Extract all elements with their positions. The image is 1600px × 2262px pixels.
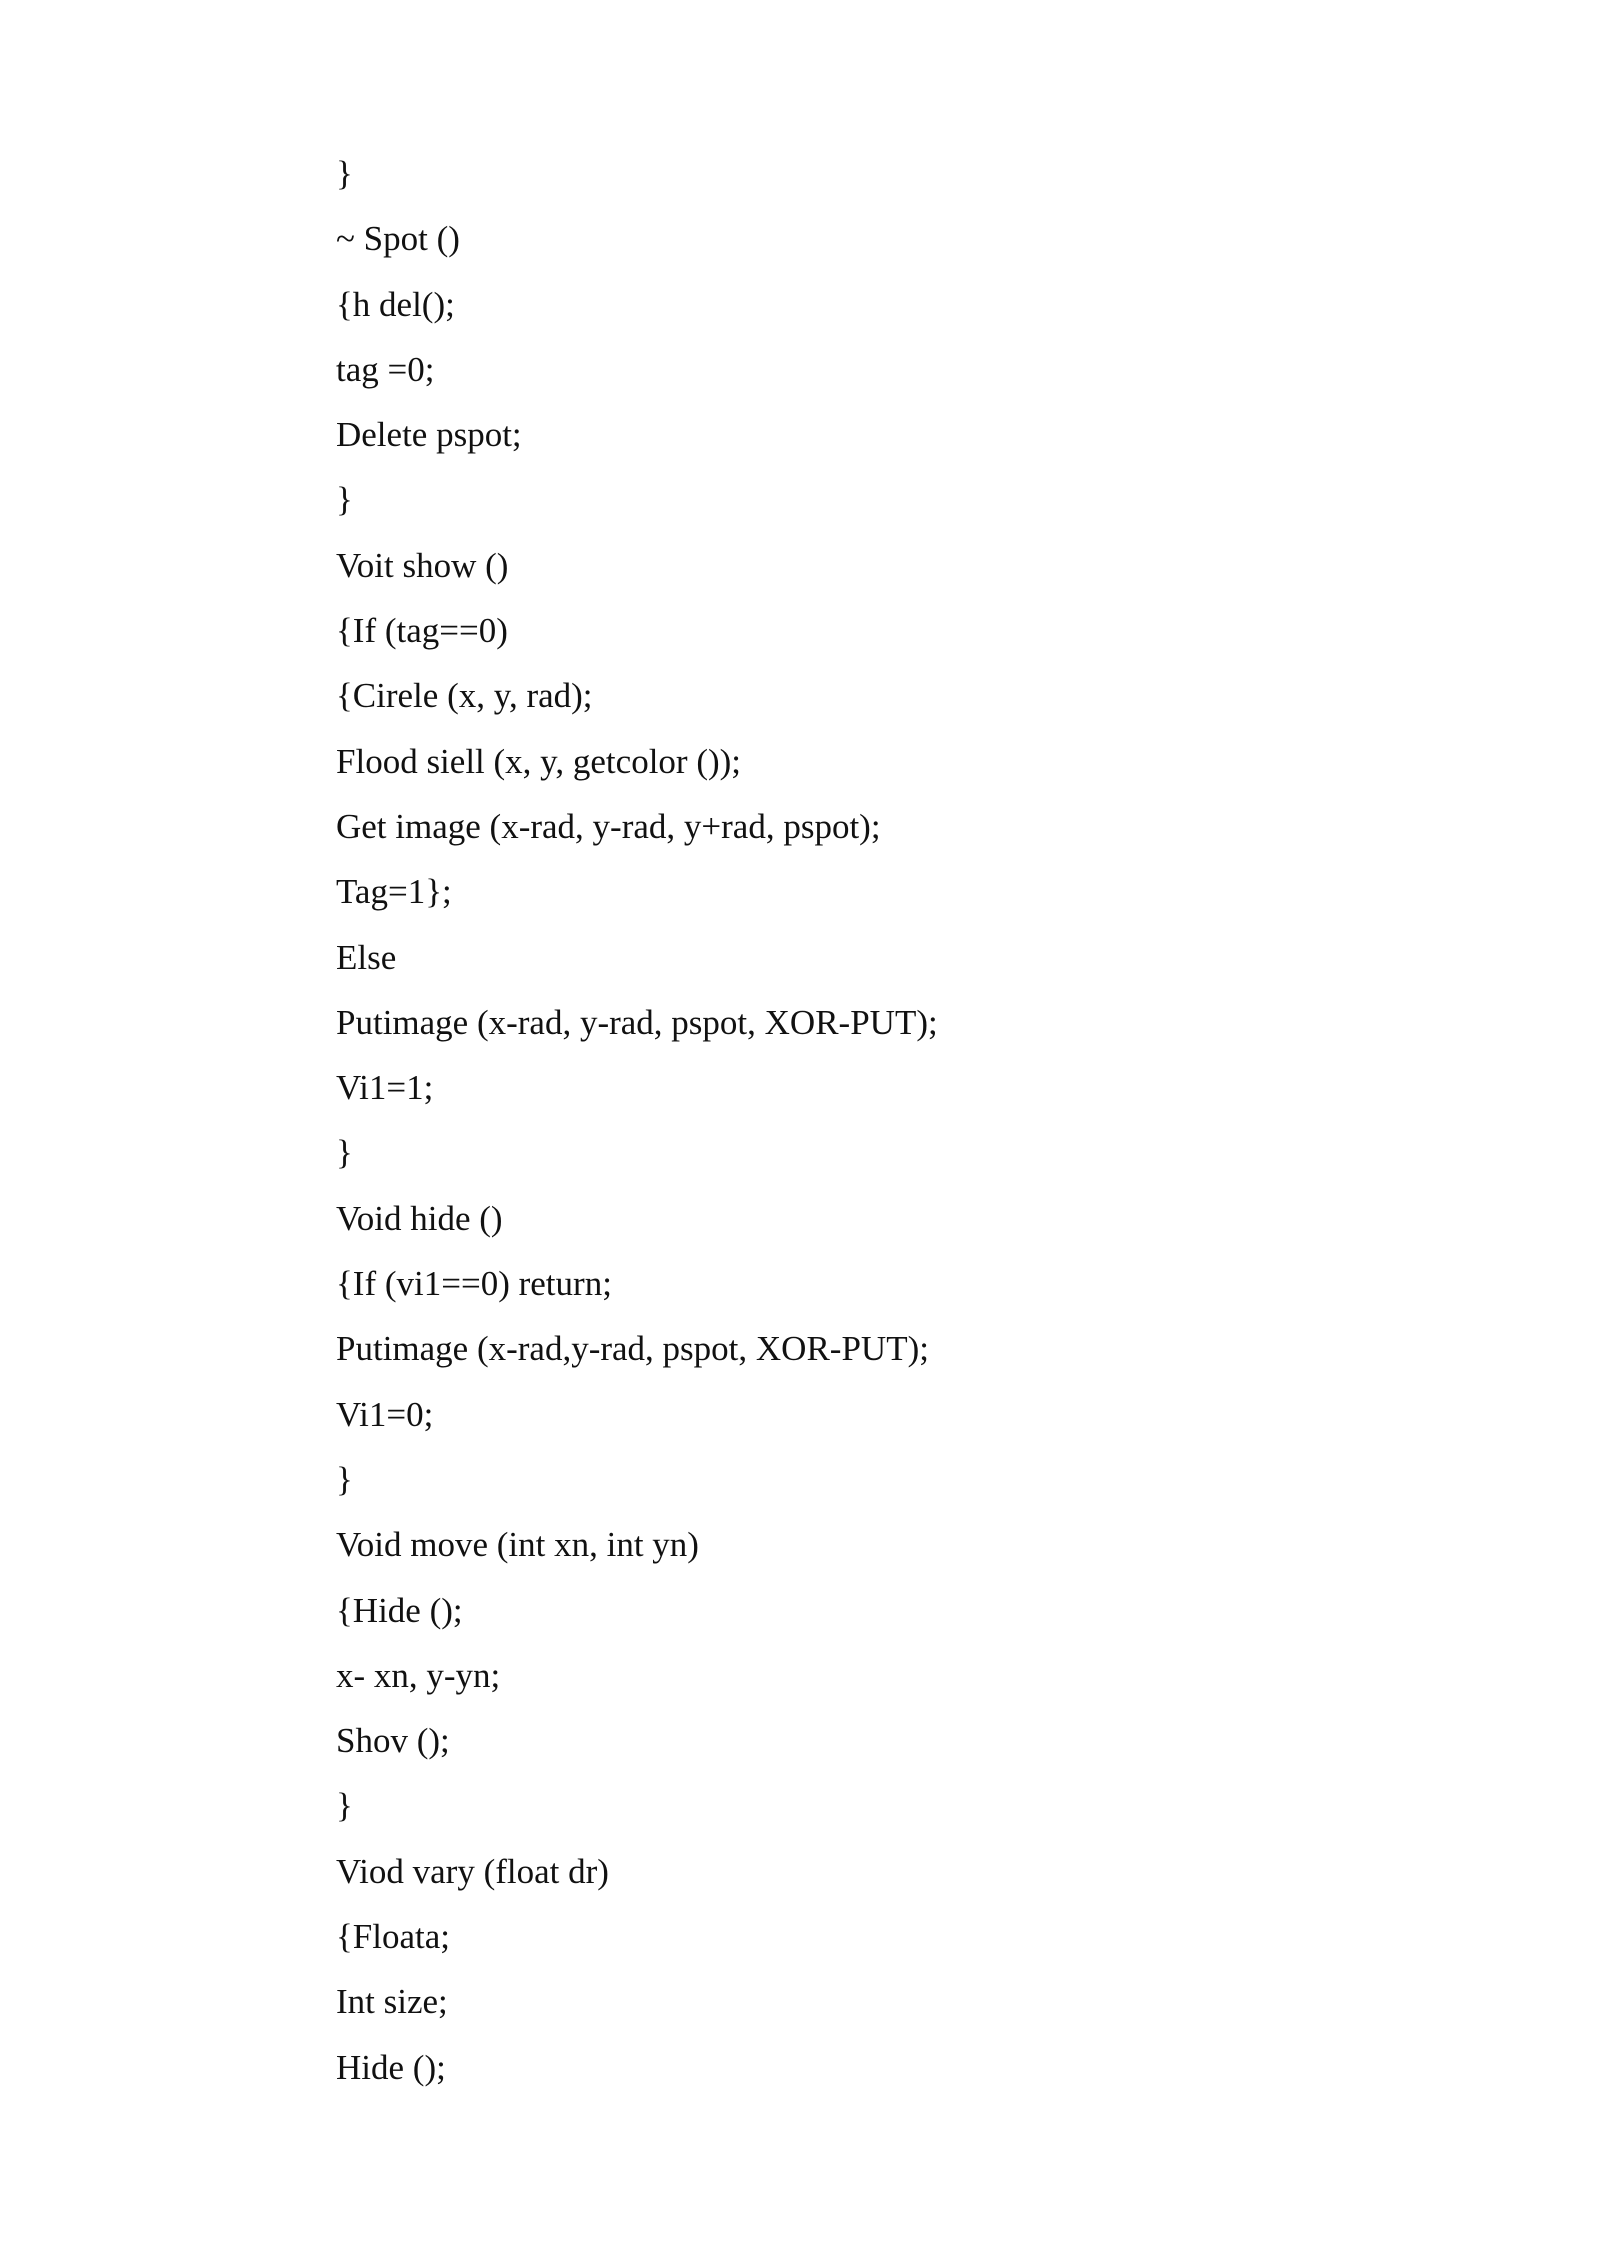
code-line: } <box>336 154 353 193</box>
code-line: Putimage (x-rad, y-rad, pspot, XOR-PUT); <box>336 1002 938 1042</box>
code-line: {Floata; <box>336 1917 451 1957</box>
code-line: Delete pspot; <box>336 415 522 455</box>
code-line: ~ Spot () <box>336 219 460 259</box>
code-line: } <box>336 1459 353 1499</box>
code-line: Tag=1}; <box>336 872 452 912</box>
code-line: Voit show () <box>336 545 509 585</box>
code-line: } <box>336 480 353 520</box>
code-line: Hide (); <box>336 2047 446 2087</box>
code-line: Vi1=0; <box>336 1394 434 1434</box>
code-line: tag =0; <box>336 349 435 389</box>
code-line: Viod vary (float dr) <box>336 1851 609 1891</box>
code-line: } <box>336 1133 353 1173</box>
code-line: Flood siell (x, y, getcolor ()); <box>336 741 742 781</box>
code-line: Shov (); <box>336 1721 450 1761</box>
code-line: Void move (int xn, int yn) <box>336 1525 699 1565</box>
code-line: Int size; <box>336 1982 448 2022</box>
code-line: {Cirele (x, y, rad); <box>336 676 593 716</box>
code-line: {h del(); <box>336 284 455 324</box>
code-line: {Hide (); <box>336 1590 463 1630</box>
code-line: Void hide () <box>336 1198 503 1238</box>
code-line: {If (tag==0) <box>336 611 508 651</box>
code-line: Putimage (x-rad,y-rad, pspot, XOR-PUT); <box>336 1329 929 1369</box>
code-line: } <box>336 1786 353 1826</box>
code-line: Vi1=1; <box>336 1068 434 1108</box>
code-line: {If (vi1==0) return; <box>336 1264 612 1304</box>
code-line: Else <box>336 937 397 977</box>
code-line: x- xn, y-yn; <box>336 1655 501 1695</box>
code-line: Get image (x-rad, y-rad, y+rad, pspot); <box>336 806 881 846</box>
code-listing <box>336 148 938 2107</box>
